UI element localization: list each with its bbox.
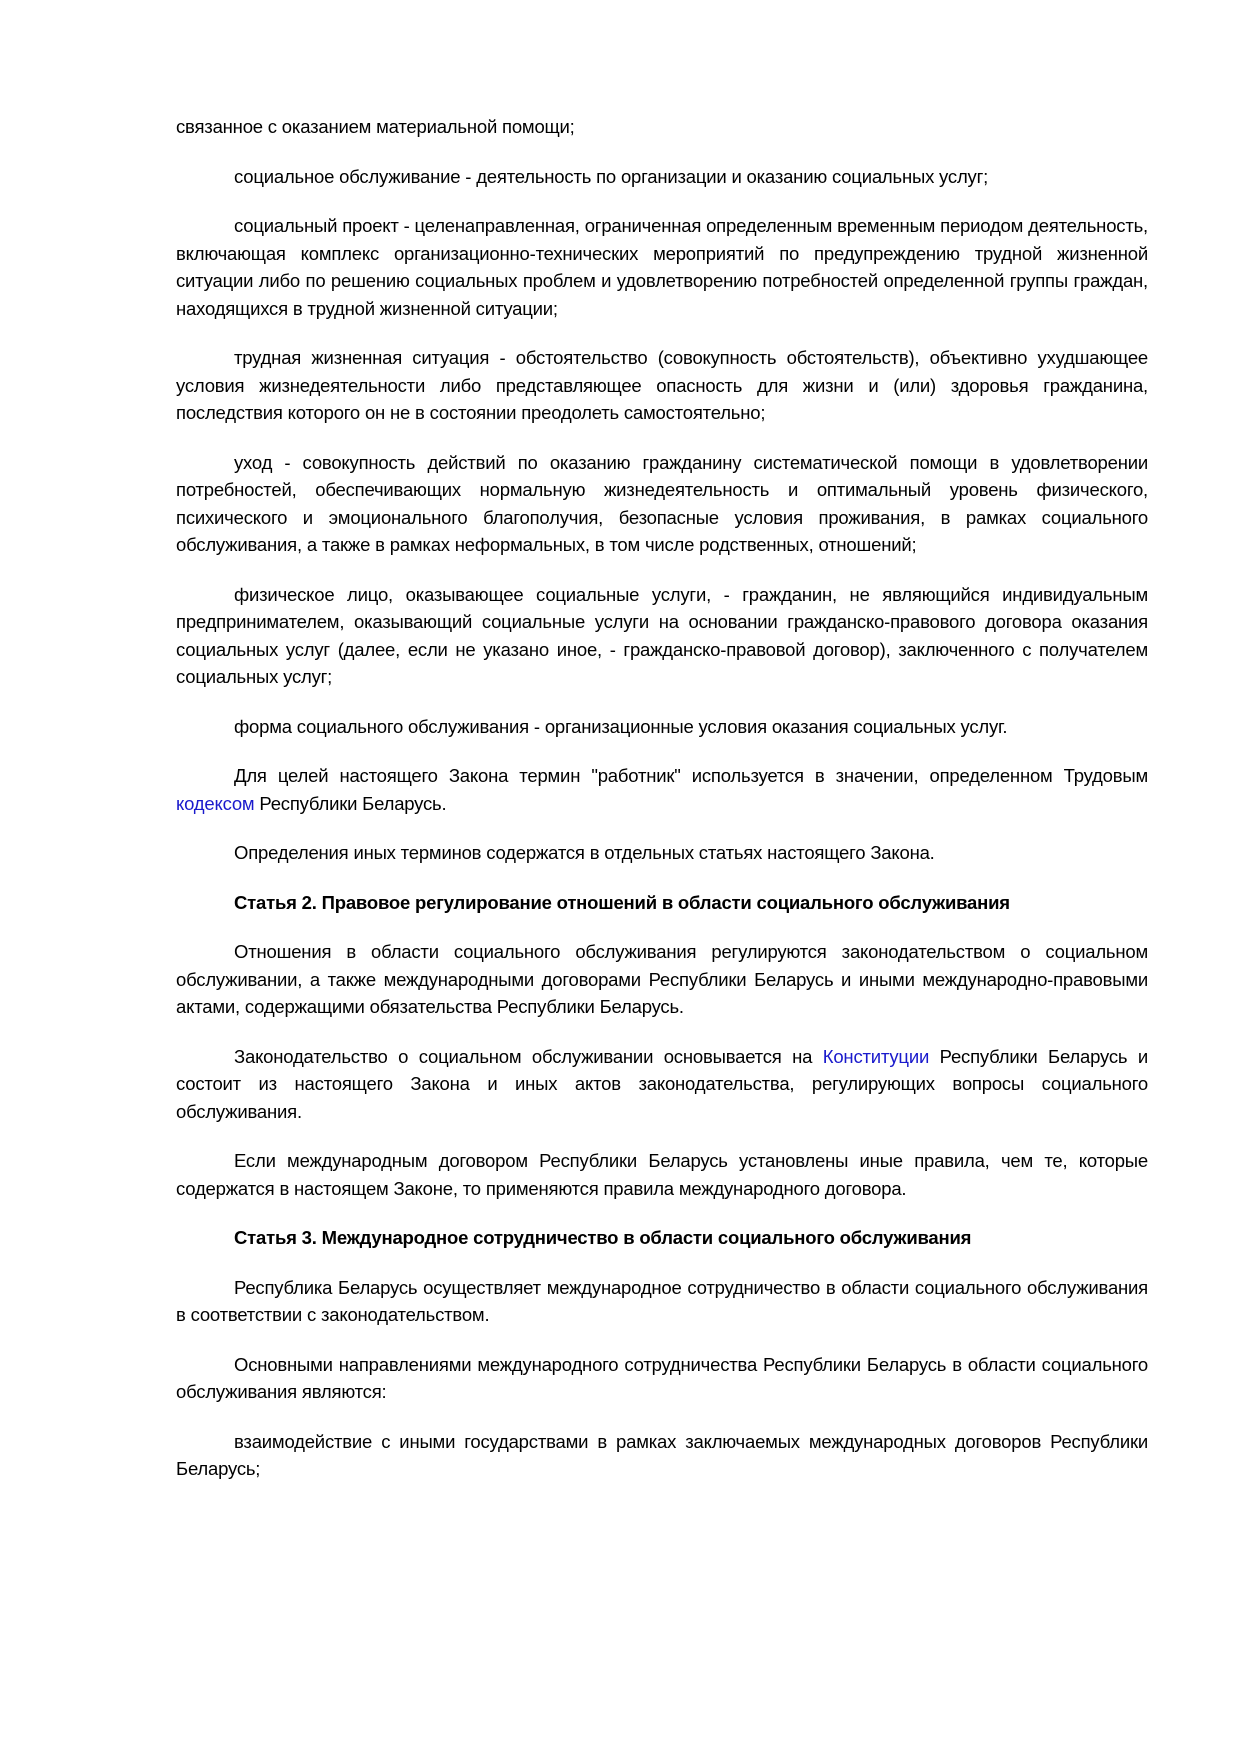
article-2-heading: Статья 2. Правовое регулирование отношений в области социального обслуживания — [234, 891, 1010, 913]
paragraph-regulation: Отношения в области социального обслуживания регулируются законодательством о социальном обслуживании, а также международными договорами Республики Беларусь и иными международно-правовыми актами, содержащими обязательства Республики Беларусь. — [176, 941, 1148, 1017]
definition-difficult-situation: трудная жизненная ситуация - обстоятельство (совокупность обстоятельств), объективно ухудшающее условия жизнедеятельности либо представляющее опасность для жизни и (или) здоровья гражданина, последствия которого он не в состоянии преодолеть самостоятельно; — [176, 347, 1148, 423]
text-before-link: Законодательство о социальном обслуживании основывается на — [234, 1045, 823, 1067]
text-before-link: Для целей настоящего Закона термин "работник" используется в значении, определенном Трудовым — [234, 765, 1148, 786]
definition-social-project: социальный проект - целенаправленная, ограниченная определенным временным периодом деятельность, включающая комплекс организационно-технических мероприятий по предупреждению трудной жизненной ситуации либо по решению социальных проблем и удовлетворению потребностей определенной группы граждан, находящихся в трудной жизненной ситуации; — [176, 215, 1148, 319]
paragraph-international-treaty: Если международным договором Республики Беларусь установлены иные правила, чем те, которые содержатся в настоящем Законе, то применяются правила международного договора. — [176, 1150, 1148, 1199]
paragraph-main-directions: Основными направлениями международного сотрудничества Республики Беларусь в области социального обслуживания являются: — [176, 1353, 1148, 1402]
paragraph-material-aid-end: связанное с оказанием материальной помощи; — [176, 116, 575, 137]
text-after-link: Республики Беларусь. — [254, 792, 447, 814]
paragraph-interaction-states: взаимодействие с иными государствами в рамках заключаемых международных договоров Республики Беларусь; — [176, 1430, 1148, 1479]
paragraph-legislation-basis — [176, 1043, 1148, 1126]
article-3-heading: Статья 3. Международное сотрудничество в области социального обслуживания — [234, 1227, 972, 1248]
definition-service-form: форма социального обслуживания - организационные условия оказания социальных услуг. — [234, 715, 1008, 737]
paragraph-worker-term — [176, 762, 1148, 817]
paragraph-cooperation: Республика Беларусь осуществляет международное сотрудничество в области социального обслуживания в соответствии с законодательством. — [176, 1276, 1148, 1325]
labor-code-link[interactable]: кодексом — [176, 792, 255, 814]
document-page — [176, 113, 1148, 1505]
text-after-link: Республики Беларусь и состоит из настоящего Закона и иных актов законодательства, регулирующих вопросы социального обслуживания. — [176, 1045, 1148, 1122]
definition-care: уход - совокупность действий по оказанию гражданину систематической помощи в удовлетворении потребностей, обеспечивающих нормальную жизнедеятельность и оптимальный уровень физического, психического и эмоционального благополучия, безопасные условия проживания, в рамках социального обслуживания, а также в рамках неформальных, в том числе родственных, отношений; — [176, 451, 1148, 555]
constitution-link[interactable]: Конституции — [822, 1045, 930, 1067]
definition-social-service: социальное обслуживание - деятельность по организации и оказанию социальных услуг; — [234, 165, 989, 187]
definition-individual-provider: физическое лицо, оказывающее социальные услуги, - гражданин, не являющийся индивидуальным предпринимателем, оказывающий социальные услуги на основании гражданско-правового договора оказания социальных услуг (далее, если не указано иное, - гражданско-правовой договор), заключенного с получателем социальных услуг; — [176, 583, 1148, 687]
paragraph-other-terms: Определения иных терминов содержатся в отдельных статьях настоящего Закона. — [234, 842, 935, 863]
